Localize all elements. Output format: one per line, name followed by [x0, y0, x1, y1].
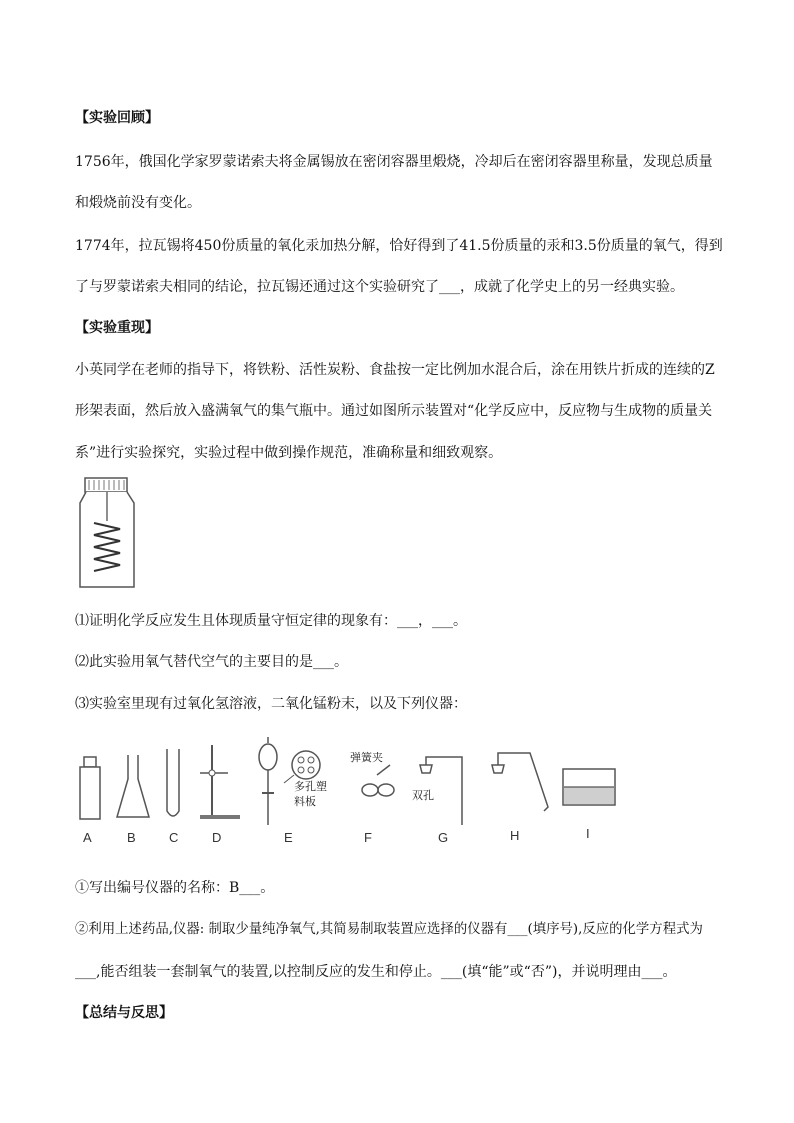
apparatus-label-a: A [83, 830, 92, 845]
reproduce-line-3: 系”进行实验探究，实验过程中做到操作规范，准确称量和细致观察。 [75, 445, 503, 461]
question-3-sub-1: ①写出编号仪器的名称：B___。 [75, 880, 275, 896]
apparatus-b-flask [117, 755, 149, 817]
apparatus-label-c: C [169, 830, 179, 845]
apparatus-f-spring-clip [362, 765, 394, 796]
question-1: ⑴证明化学反应发生且体现质量守恒定律的现象有：___，___。 [75, 613, 467, 629]
apparatus-row [70, 735, 670, 835]
apparatus-label-g: G [438, 830, 449, 845]
two-hole-label: 双孔 [412, 790, 434, 802]
reproduce-heading: 【实验重现】 [75, 320, 159, 336]
reproduce-line-1: 小英同学在老师的指导下，将铁粉、活性炭粉、食盐按一定比例加水混合后，涂在用铁片折成的连续的Z [75, 362, 715, 378]
summary-heading: 【总结与反思】 [75, 1005, 173, 1021]
apparatus-label-h: H [510, 828, 520, 843]
apparatus-label-i: I [586, 826, 590, 841]
question-2: ⑵此实验用氧气替代空气的主要目的是___。 [75, 654, 348, 670]
question-3-sub-2-line-2: ___,能否组装一套制氧气的装置,以控制反应的发生和停止。___(填“能”或“否”)，并说明理由___。 [75, 964, 677, 980]
apparatus-h-bent-tube [492, 753, 548, 811]
apparatus-d-iron-stand [200, 745, 240, 819]
review-paragraph-1-line-1: 1756年，俄国化学家罗蒙诺索夫将金属锡放在密闭容器里煅烧，冷却后在密闭容器里称量，发现总质量 [75, 154, 713, 170]
apparatus-label-e: E [284, 830, 293, 845]
apparatus-a-bottle [80, 757, 100, 819]
spring-clip-label: 弹簧夹 [350, 752, 383, 764]
review-paragraph-2-line-1: 1774年，拉瓦锡将450份质量的氧化汞加热分解，恰好得到了41.5份质量的汞和3.5份质量的氧气，得到 [75, 238, 723, 254]
apparatus-c-test-tube [167, 749, 179, 816]
gas-jar-figure [72, 475, 142, 595]
apparatus-i-water-trough [563, 769, 615, 805]
question-3: ⑶实验室里现有过氧化氢溶液，二氧化锰粉末，以及下列仪器： [75, 696, 467, 712]
apparatus-label-f: F [364, 830, 372, 845]
review-heading: 【实验回顾】 [75, 110, 159, 126]
reproduce-line-2: 形架表面，然后放入盛满氧气的集气瓶中。通过如图所示装置对“化学反应中，反应物与生成物的质量关 [75, 403, 713, 419]
perforated-plate-label-2: 料板 [294, 796, 316, 808]
apparatus-label-d: D [212, 830, 222, 845]
apparatus-label-b: B [127, 830, 136, 845]
question-3-sub-2-line-1: ②利用上述药品,仪器: 制取少量纯净氧气,其简易制取装置应选择的仪器有___(填序号),反应的化学方程式为 [75, 922, 703, 937]
review-paragraph-2-line-2: 了与罗蒙诺索夫相同的结论，拉瓦锡还通过这个实验研究了___，成就了化学史上的另一经典实验。 [75, 279, 684, 295]
perforated-plate-label-1: 多孔塑 [294, 781, 327, 793]
review-paragraph-1-line-2: 和煅烧前没有变化。 [75, 195, 201, 211]
